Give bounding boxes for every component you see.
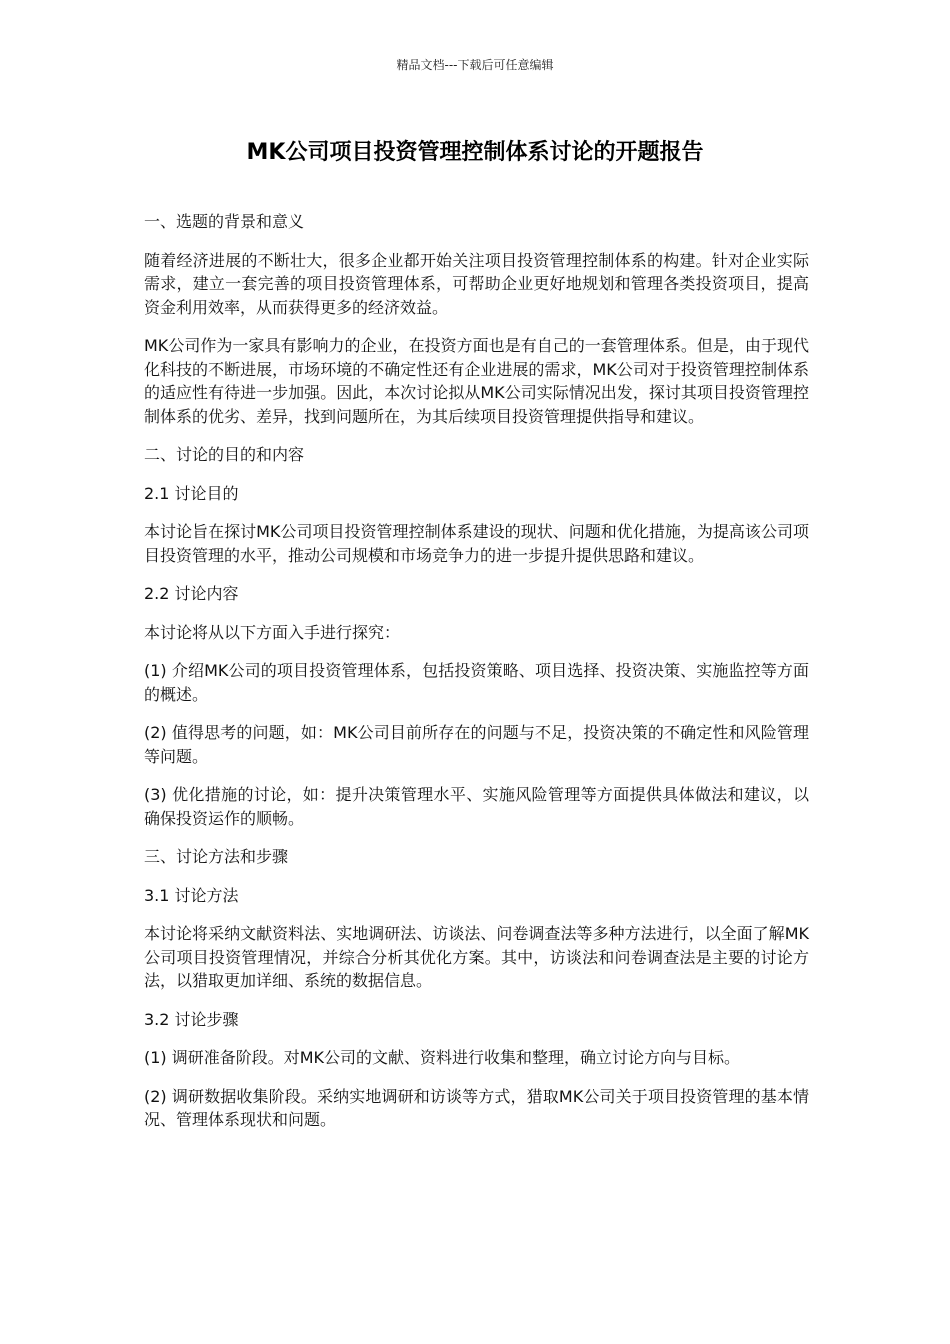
section-2-2-heading: 2.2 讨论内容 (144, 584, 239, 603)
section-2-2-item-1: (1) 介绍MK公司的项目投资管理体系，包括投资策略、项目选择、投资决策、实施监控等方面的概述。 (144, 661, 809, 704)
section-3-1-paragraph: 本讨论将采纳文献资料法、实地调研法、访谈法、问卷调查法等多种方法进行，以全面了解MK公司项目投资管理情况，并综合分析其优化方案。其中，访谈法和问卷调查法是主要的讨论方法，以猎取更加详细、系统的数据信息。 (144, 924, 809, 990)
section-3-1-heading: 3.1 讨论方法 (144, 885, 239, 905)
section-2-2-item-2: (2) 值得思考的问题，如：MK公司目前所存在的问题与不足，投资决策的不确定性和风险管理等问题。 (144, 723, 809, 766)
section-2-1-paragraph: 本讨论旨在探讨MK公司项目投资管理控制体系建设的现状、问题和优化措施，为提高该公司项目投资管理的水平，推动公司规模和市场竞争力的进一步提升提供思路和建议。 (144, 522, 809, 565)
section-2-2-item-3: (3) 优化措施的讨论，如：提升决策管理水平、实施风险管理等方面提供具体做法和建议，以确保投资运作的顺畅。 (144, 785, 809, 828)
section-3-2-heading: 3.2 讨论步骤 (144, 1009, 239, 1029)
section-3-2-item-2: (2) 调研数据收集阶段。采纳实地调研和访谈等方式，猎取MK公司关于项目投资管理的基本情况、管理体系现状和问题。 (144, 1086, 809, 1129)
section-2-heading: 二、讨论的目的和内容 (144, 445, 305, 464)
section-2-1-heading: 2.1 讨论目的 (144, 483, 239, 503)
page-header: 精品文档---下载后可任意编辑 (396, 58, 554, 72)
section-3-2-item-1: (1) 调研准备阶段。对MK公司的文献、资料进行收集和整理，确立讨论方向与目标。 (144, 1048, 741, 1067)
document-title: MK公司项目投资管理控制体系讨论的开题报告 (246, 140, 704, 165)
section-3-heading: 三、讨论方法和步骤 (144, 847, 289, 866)
section-2-2-intro: 本讨论将从以下方面入手进行探究： (144, 622, 401, 642)
section-1-paragraph-1: 随着经济进展的不断壮大，很多企业都开始关注项目投资管理控制体系的构建。针对企业实际需求，建立一套完善的项目投资管理体系，可帮助企业更好地规划和管理各类投资项目，提高资金利用效率，从而获得更多的经济效益。 (144, 250, 809, 317)
section-1-heading: 一、选题的背景和意义 (144, 212, 305, 231)
section-1-paragraph-2: MK公司作为一家具有影响力的企业，在投资方面也是有自己的一套管理体系。但是，由于现代化科技的不断进展，市场环境的不确定性还有企业进展的需求，MK公司对于投资管理控制体系的适应性有待进一步加强。因此，本次讨论拟从MK公司实际情况出发，探讨其项目投资管理控制体系的优劣、差异，找到问题所在，为其后续项目投资管理提供指导和建议。 (144, 336, 809, 426)
document-body (144, 210, 809, 1147)
